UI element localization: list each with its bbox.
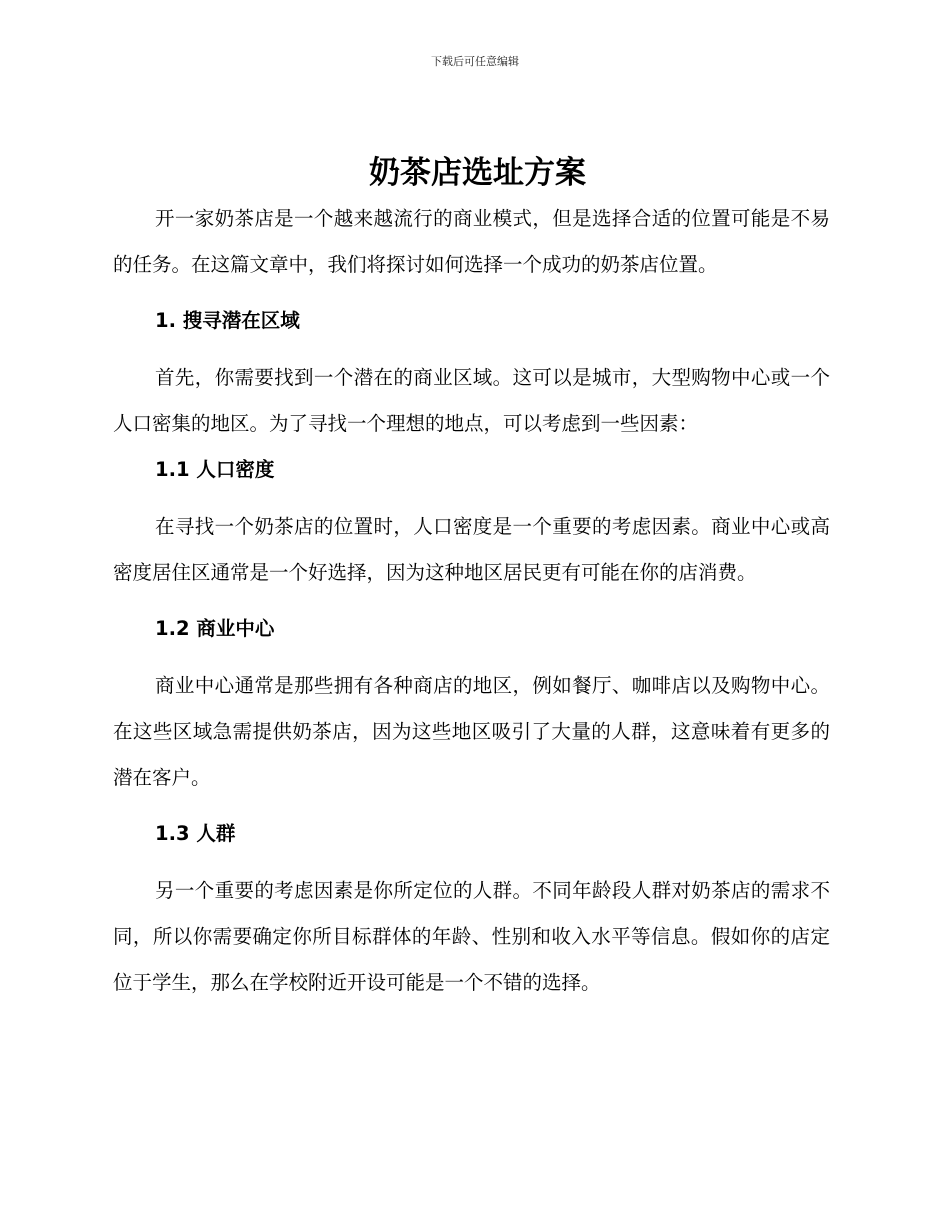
spacer xyxy=(113,288,830,298)
document-title: 奶茶店选址方案 xyxy=(369,155,586,191)
spacer xyxy=(113,857,830,868)
spacer xyxy=(113,596,830,606)
section-paragraph-business-center: 商业中心通常是那些拥有各种商店的地区，例如餐厅、咖啡店以及购物中心。在这些区域急需提供奶茶店，因为这些地区吸引了大量的人群，这意味着有更多的潜在客户。 xyxy=(113,674,830,789)
section-paragraph-crowd: 另一个重要的考虑因素是你所定位的人群。不同年龄段人群对奶茶店的需求不同，所以你需要确定你所目标群体的年龄、性别和收入水平等信息。假如你的店定位于学生，那么在学校附近开设可能是一个不错的选择。 xyxy=(113,879,830,994)
document-body xyxy=(113,150,830,1006)
section-heading-population-density: 1.1 人口密度 xyxy=(155,458,275,481)
spacer xyxy=(113,493,830,504)
spacer xyxy=(113,344,830,355)
spacer xyxy=(113,652,830,663)
intro-paragraph: 开一家奶茶店是一个越来越流行的商业模式，但是选择合适的位置可能是不易的任务。在这篇文章中，我们将探讨如何选择一个成功的奶茶店位置。 xyxy=(113,207,830,276)
section-paragraph-search-area: 首先，你需要找到一个潜在的商业区域。这可以是城市，大型购物中心或一个人口密集的地区。为了寻找一个理想的地点，可以考虑到一些因素： xyxy=(113,366,830,435)
running-header: 下载后可任意编辑 xyxy=(431,55,519,68)
section-paragraph-population-density: 在寻找一个奶茶店的位置时，人口密度是一个重要的考虑因素。商业中心或高密度居住区通常是一个好选择，因为这种地区居民更有可能在你的店消费。 xyxy=(113,515,830,584)
spacer xyxy=(113,801,830,811)
section-heading-crowd: 1.3 人群 xyxy=(155,822,236,845)
section-heading-search-area: 1. 搜寻潜在区域 xyxy=(155,309,300,332)
section-heading-business-center: 1.2 商业中心 xyxy=(155,617,275,640)
